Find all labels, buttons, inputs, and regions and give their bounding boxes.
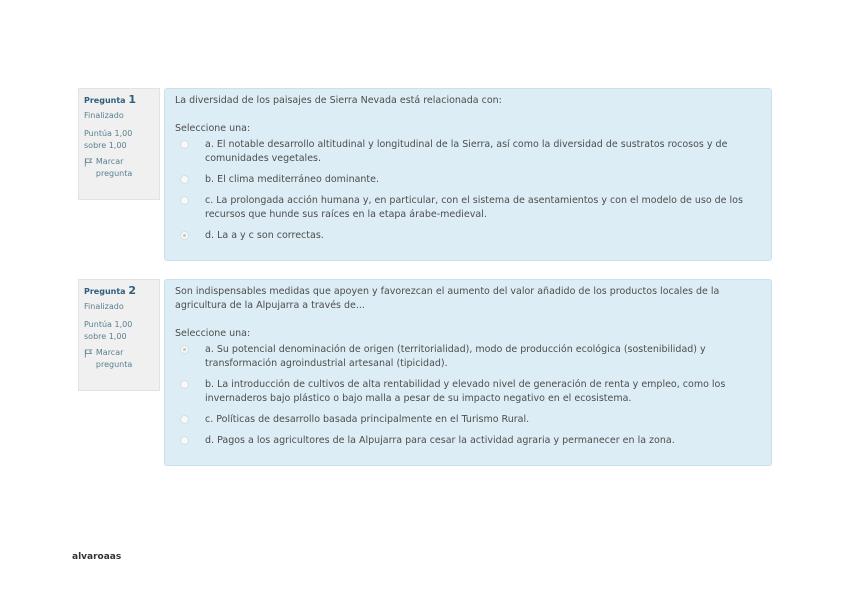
answer-text: c. Políticas de desarrollo basada principalmente en el Turismo Rural. [205, 414, 530, 425]
question-content [164, 88, 772, 261]
radio-icon[interactable] [180, 140, 189, 149]
question-text: Son indispensables medidas que apoyen y favorezcan el aumento del valor añadido de los productos locales de la agricultura de la Alpujarra a través de... [175, 286, 720, 311]
answer-option-a[interactable] [175, 138, 761, 166]
answer-text: a. Su potencial denominación de origen (territorialidad), modo de producción ecológica (sostenibilidad) y transformación agroindustrial artesanal (tipicidad). [205, 344, 706, 369]
question-grade: Puntúa 1,00 sobre 1,00 [84, 320, 133, 341]
question-content [164, 279, 772, 466]
question-state: Finalizado [84, 302, 124, 311]
answer-option-c[interactable] [175, 194, 761, 222]
answer-text: a. El notable desarrollo altitudinal y longitudinal de la Sierra, así como la diversidad de sustratos rocosos y de comunidades vegetales. [205, 139, 728, 164]
answer-text: b. La introducción de cultivos de alta rentabilidad y elevado nivel de generación de renta y empleo, como los invernaderos bajo plástico o bajo malla a pesar de su impacto negativo en el ecosistema. [205, 379, 726, 404]
question-grade: Puntúa 1,00 sobre 1,00 [84, 129, 133, 150]
answer-option-b[interactable] [175, 173, 761, 187]
flag-question-link[interactable] [84, 156, 155, 180]
radio-icon[interactable] [180, 436, 189, 445]
radio-icon[interactable] [180, 380, 189, 389]
flag-label[interactable]: Marcar pregunta [95, 348, 133, 369]
question-info [78, 88, 160, 200]
radio-icon[interactable] [180, 196, 189, 205]
flag-icon [84, 157, 93, 167]
question-number [84, 285, 155, 298]
answer-text: c. La prolongada acción humana y, en particular, con el sistema de asentamientos y con el modelo de uso de los recursos que hunde sus raíces en la etapa árabe-medieval. [205, 195, 743, 220]
answer-option-d[interactable] [175, 434, 761, 448]
question-text: La diversidad de los paisajes de Sierra Nevada está relacionada con: [175, 95, 502, 106]
answer-option-c[interactable] [175, 413, 761, 427]
answer-prompt: Seleccione una: [175, 123, 251, 134]
question-label: Pregunta [84, 96, 126, 105]
answer-text: d. La a y c son correctas. [205, 230, 324, 241]
answer-option-b[interactable] [175, 378, 761, 406]
radio-icon[interactable] [180, 415, 189, 424]
question-number [84, 94, 155, 107]
username-label: alvaroaas [72, 552, 122, 562]
question-label: Pregunta [84, 287, 126, 296]
flag-label[interactable]: Marcar pregunta [95, 157, 133, 178]
radio-icon[interactable] [180, 175, 189, 184]
flag-question-link[interactable] [84, 347, 155, 371]
answer-text: b. El clima mediterráneo dominante. [205, 174, 380, 185]
question-number-value: 1 [128, 93, 137, 106]
radio-icon[interactable] [180, 231, 189, 240]
answer-option-a[interactable] [175, 343, 761, 371]
flag-icon [84, 348, 93, 358]
answer-text: d. Pagos a los agricultores de la Alpujarra para cesar la actividad agraria y permanecer en la zona. [205, 435, 675, 446]
question-info [78, 279, 160, 391]
answer-prompt: Seleccione una: [175, 328, 251, 339]
radio-icon[interactable] [180, 345, 189, 354]
question-state: Finalizado [84, 111, 124, 120]
answer-option-d[interactable] [175, 229, 761, 243]
question-number-value: 2 [128, 284, 137, 297]
